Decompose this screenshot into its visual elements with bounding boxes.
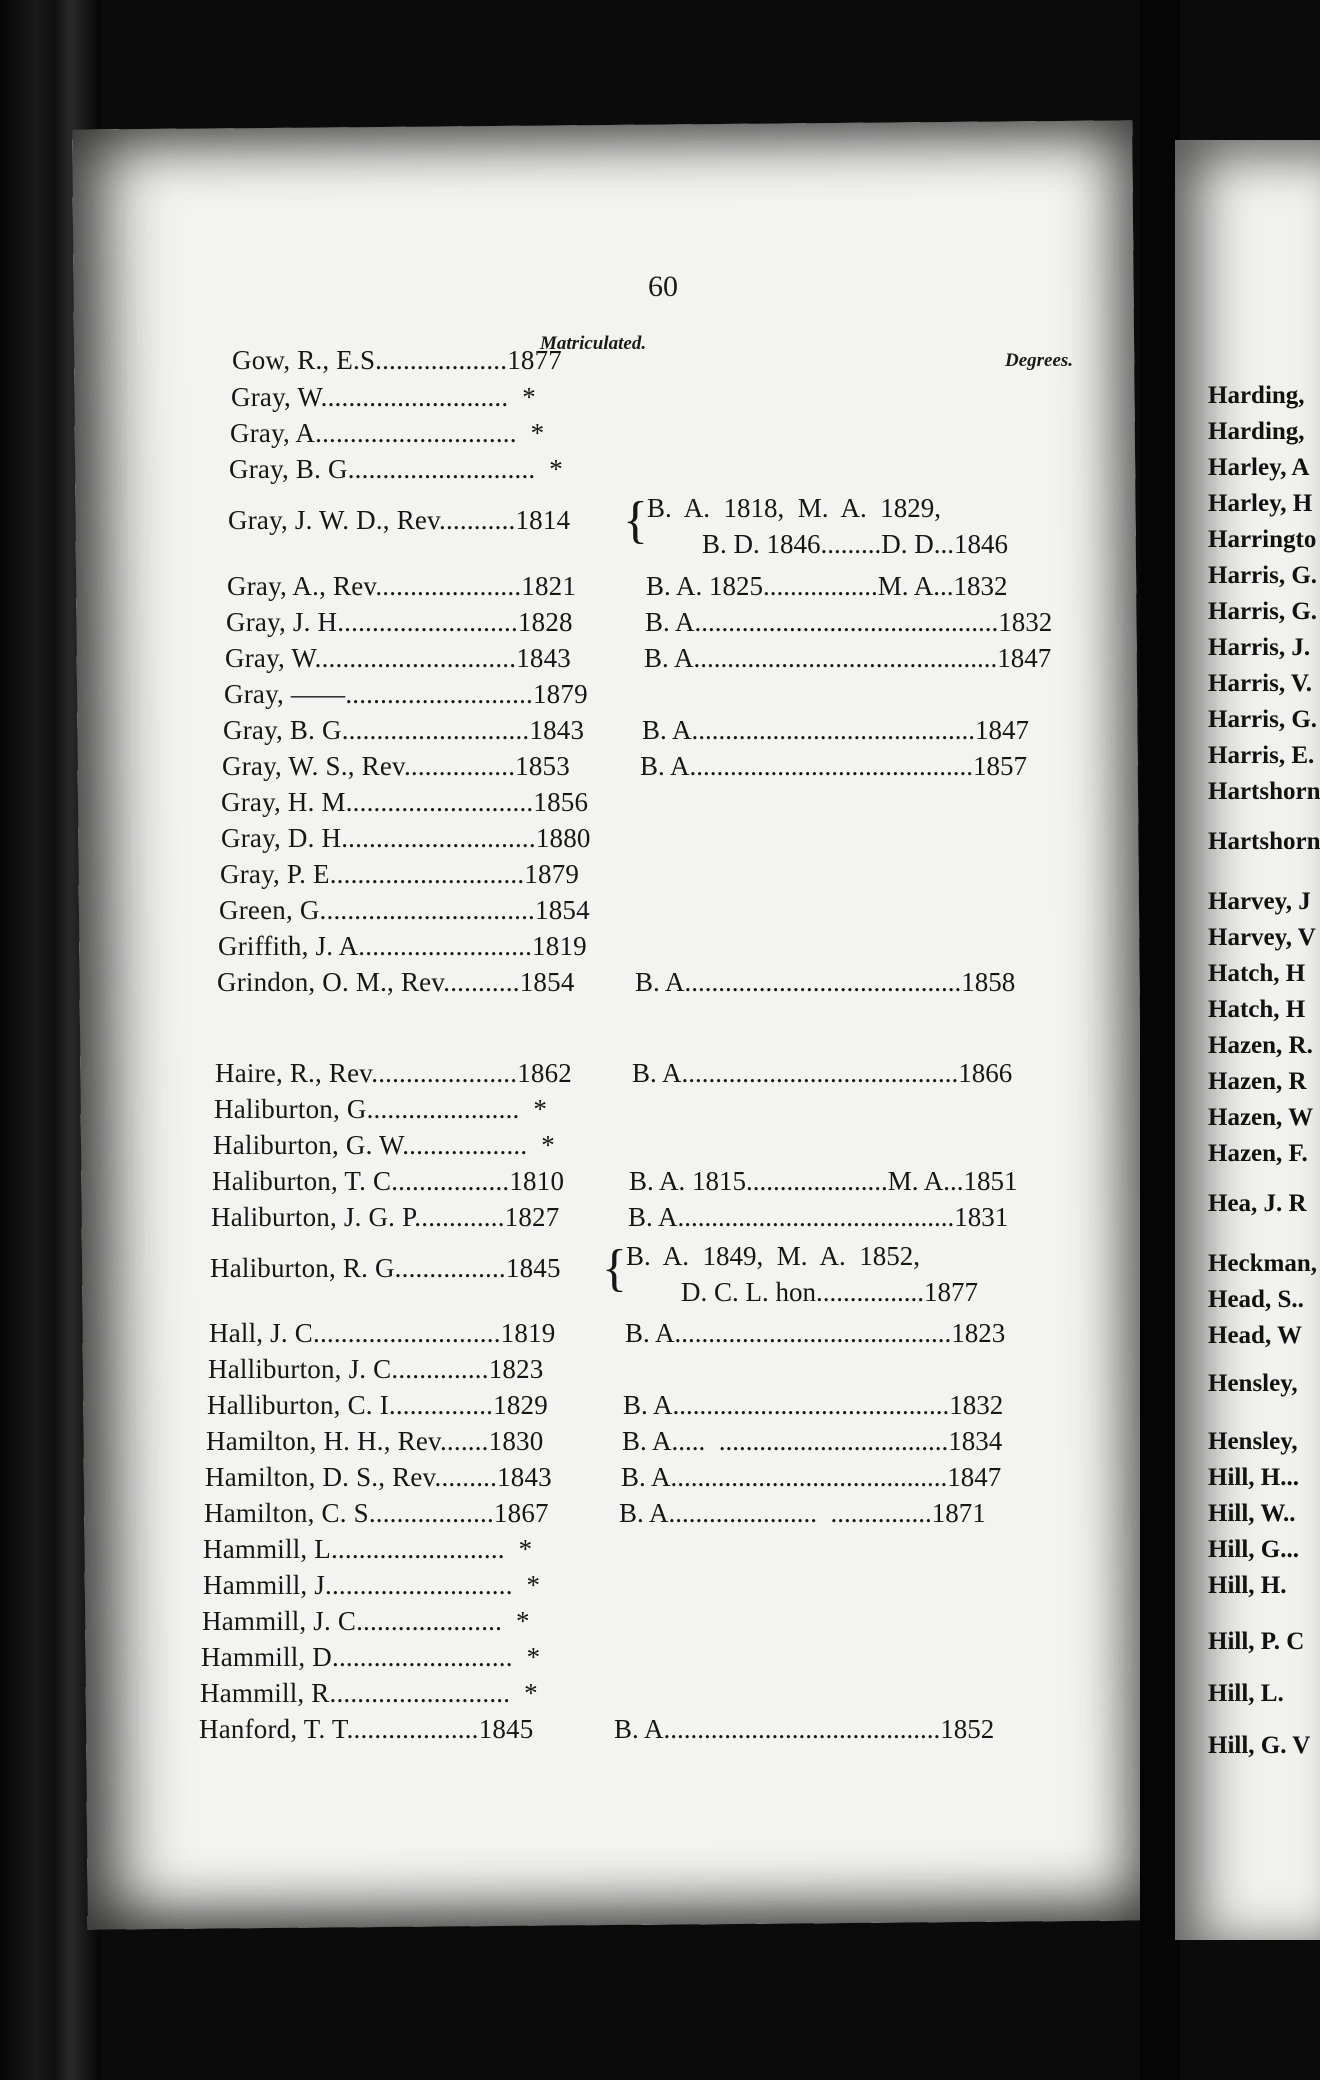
right-page-name: Hatch, H — [1208, 960, 1306, 987]
entry-name: Hammill, J. C..................... * — [202, 1606, 530, 1636]
right-page-name: Harris, V. — [1208, 670, 1312, 697]
entry-degree: B. A. 1815.....................M. A...1851 — [629, 1166, 1018, 1196]
right-page-name: Hill, W.. — [1208, 1500, 1296, 1527]
entry-name: Gray, W. S., Rev................1853 — [222, 751, 570, 781]
entry-name: Haliburton, T. C.................1810 — [212, 1166, 565, 1196]
entry-name: Hammill, J........................... * — [203, 1570, 541, 1600]
entry-degree: B. A.............................................1847 — [644, 643, 1052, 673]
right-page-name: Hea, J. R — [1208, 1190, 1307, 1217]
right-page-name: Harris, G. — [1208, 598, 1318, 625]
right-page-name: Hatch, H — [1208, 996, 1306, 1023]
entry-name: Gray, J. H..........................1828 — [226, 607, 573, 637]
right-page-name: Hensley, — [1208, 1370, 1298, 1397]
entry-name: Gray, D. H............................1880 — [221, 823, 591, 853]
entry-name: Hamilton, C. S..................1867 — [204, 1498, 549, 1528]
entry-degree: B. A.........................................1823 — [625, 1318, 1006, 1348]
right-page-name: Harley, A — [1208, 454, 1310, 481]
entry-name: Hall, J. C...........................1819 — [209, 1318, 556, 1348]
right-page-name: Hill, H. — [1208, 1572, 1293, 1599]
entry-name: Gray, P. E............................1879 — [220, 859, 580, 889]
entry-degree: B. A..... ..................................1834 — [622, 1426, 1003, 1456]
entry-name: Halliburton, C. I...............1829 — [207, 1390, 548, 1420]
entry-name: Gray, A., Rev.....................1821 — [227, 571, 577, 601]
entry-name: Griffith, J. A.........................1819 — [218, 931, 587, 961]
entry-name: Halliburton, J. C..............1823 — [208, 1354, 544, 1384]
entry-degree: B. A...................... ...............1871 — [619, 1498, 986, 1528]
right-page-name: Hazen, R — [1208, 1068, 1307, 1095]
entry-degree: B. A.............................................1832 — [645, 607, 1053, 637]
right-page-name: Hill, P. C — [1208, 1628, 1305, 1655]
entry-name: Gow, R., E.S...................1877 — [232, 345, 563, 375]
entry-name: Gray, ——...........................1879 — [224, 679, 588, 709]
entry-name: Haliburton, R. G................1845 — [210, 1253, 561, 1283]
brace-mark: { — [602, 1240, 627, 1297]
right-page-name: Harley, H — [1208, 490, 1313, 517]
entry-name: Gray, W........................... * — [231, 382, 536, 412]
entry-degree: B. A..........................................1847 — [642, 715, 1030, 745]
entry-name: Hanford, T. T...................1845 — [199, 1714, 534, 1744]
right-page-name: Hartshorn — [1208, 828, 1320, 855]
right-page-name: Hazen, W — [1208, 1104, 1314, 1131]
entry-degree: B. A. 1818, M. A. 1829, — [647, 493, 942, 523]
right-page-name: Harding, — [1208, 418, 1305, 445]
entry-name: Hammill, R.......................... * — [200, 1678, 538, 1708]
entry-degree: B. A. 1849, M. A. 1852, — [626, 1241, 921, 1271]
right-page-name: Hazen, R. — [1208, 1032, 1313, 1059]
right-page-name: Harris, E. — [1208, 742, 1315, 769]
entry-name: Gray, B. G........................... * — [229, 454, 563, 484]
entry-name: Haire, R., Rev.....................1862 — [215, 1058, 573, 1088]
entry-name: Gray, J. W. D., Rev...........1814 — [228, 505, 571, 535]
entry-name: Grindon, O. M., Rev...........1854 — [217, 967, 575, 997]
right-page-name: Hartshorn — [1208, 778, 1320, 805]
entry-name: Hammill, D.......................... * — [201, 1642, 541, 1672]
entry-name: Gray, B. G...........................1843 — [223, 715, 585, 745]
right-page-name: Hill, G... — [1208, 1536, 1299, 1563]
entry-degree: B. A.........................................1847 — [621, 1462, 1002, 1492]
entry-degree-continued: B. D. 1846.........D. D...1846 — [702, 529, 1009, 559]
entry-degree: B. A. 1825.................M. A...1832 — [646, 571, 1008, 601]
entry-degree: B. A.........................................1858 — [635, 967, 1016, 997]
entry-name: Green, G...............................1854 — [219, 895, 590, 925]
right-page-name: Harris, G. — [1208, 706, 1318, 733]
entry-name: Gray, H. M...........................1856 — [221, 787, 589, 817]
entry-name: Hammill, L......................... * — [203, 1534, 533, 1564]
entry-degree-continued: D. C. L. hon................1877 — [681, 1277, 978, 1307]
right-page-name: Harvey, V — [1208, 924, 1316, 951]
right-page-name: Hill, L. — [1208, 1680, 1290, 1707]
page-gutter — [1140, 0, 1180, 2080]
entry-name: Haliburton, G. W.................. * — [213, 1130, 555, 1160]
entry-degree: B. A..........................................1857 — [640, 751, 1028, 781]
right-page-name: Head, W — [1208, 1322, 1302, 1349]
entry-name: Hamilton, H. H., Rev.......1830 — [206, 1426, 544, 1456]
right-page-name: Hill, G. V — [1208, 1732, 1311, 1759]
right-page-name: Hazen, F. — [1208, 1140, 1308, 1167]
right-page-name: Hill, H... — [1208, 1464, 1299, 1491]
degrees-header: Degrees. — [1005, 350, 1074, 371]
entry-name: Gray, A............................. * — [230, 418, 545, 448]
entry-name: Haliburton, J. G. P.............1827 — [211, 1202, 560, 1232]
right-page-name: Harvey, J — [1208, 888, 1311, 915]
entry-degree: B. A.........................................1852 — [614, 1714, 995, 1744]
right-page-name: Harris, G. — [1208, 562, 1318, 589]
right-page-name: Harris, J. — [1208, 634, 1311, 661]
right-page-name: Heckman, — [1208, 1250, 1318, 1277]
right-page-name: Harding, — [1208, 382, 1305, 409]
matriculated-header: Matriculated. — [540, 333, 647, 354]
right-page-name: Hensley, — [1208, 1428, 1298, 1455]
right-page-name: Head, S.. — [1208, 1286, 1304, 1313]
right-page-name: Harringto — [1208, 526, 1317, 553]
page-number: 60 — [648, 270, 678, 303]
entry-name: Haliburton, G...................... * — [214, 1094, 548, 1124]
entry-degree: B. A.........................................1866 — [632, 1058, 1013, 1088]
entry-degree: B. A.........................................1832 — [623, 1390, 1004, 1420]
entry-name: Gray, W.............................1843 — [225, 643, 571, 673]
entry-name: Hamilton, D. S., Rev.........1843 — [205, 1462, 552, 1492]
brace-mark: { — [623, 492, 648, 549]
entry-degree: B. A.........................................1831 — [628, 1202, 1009, 1232]
